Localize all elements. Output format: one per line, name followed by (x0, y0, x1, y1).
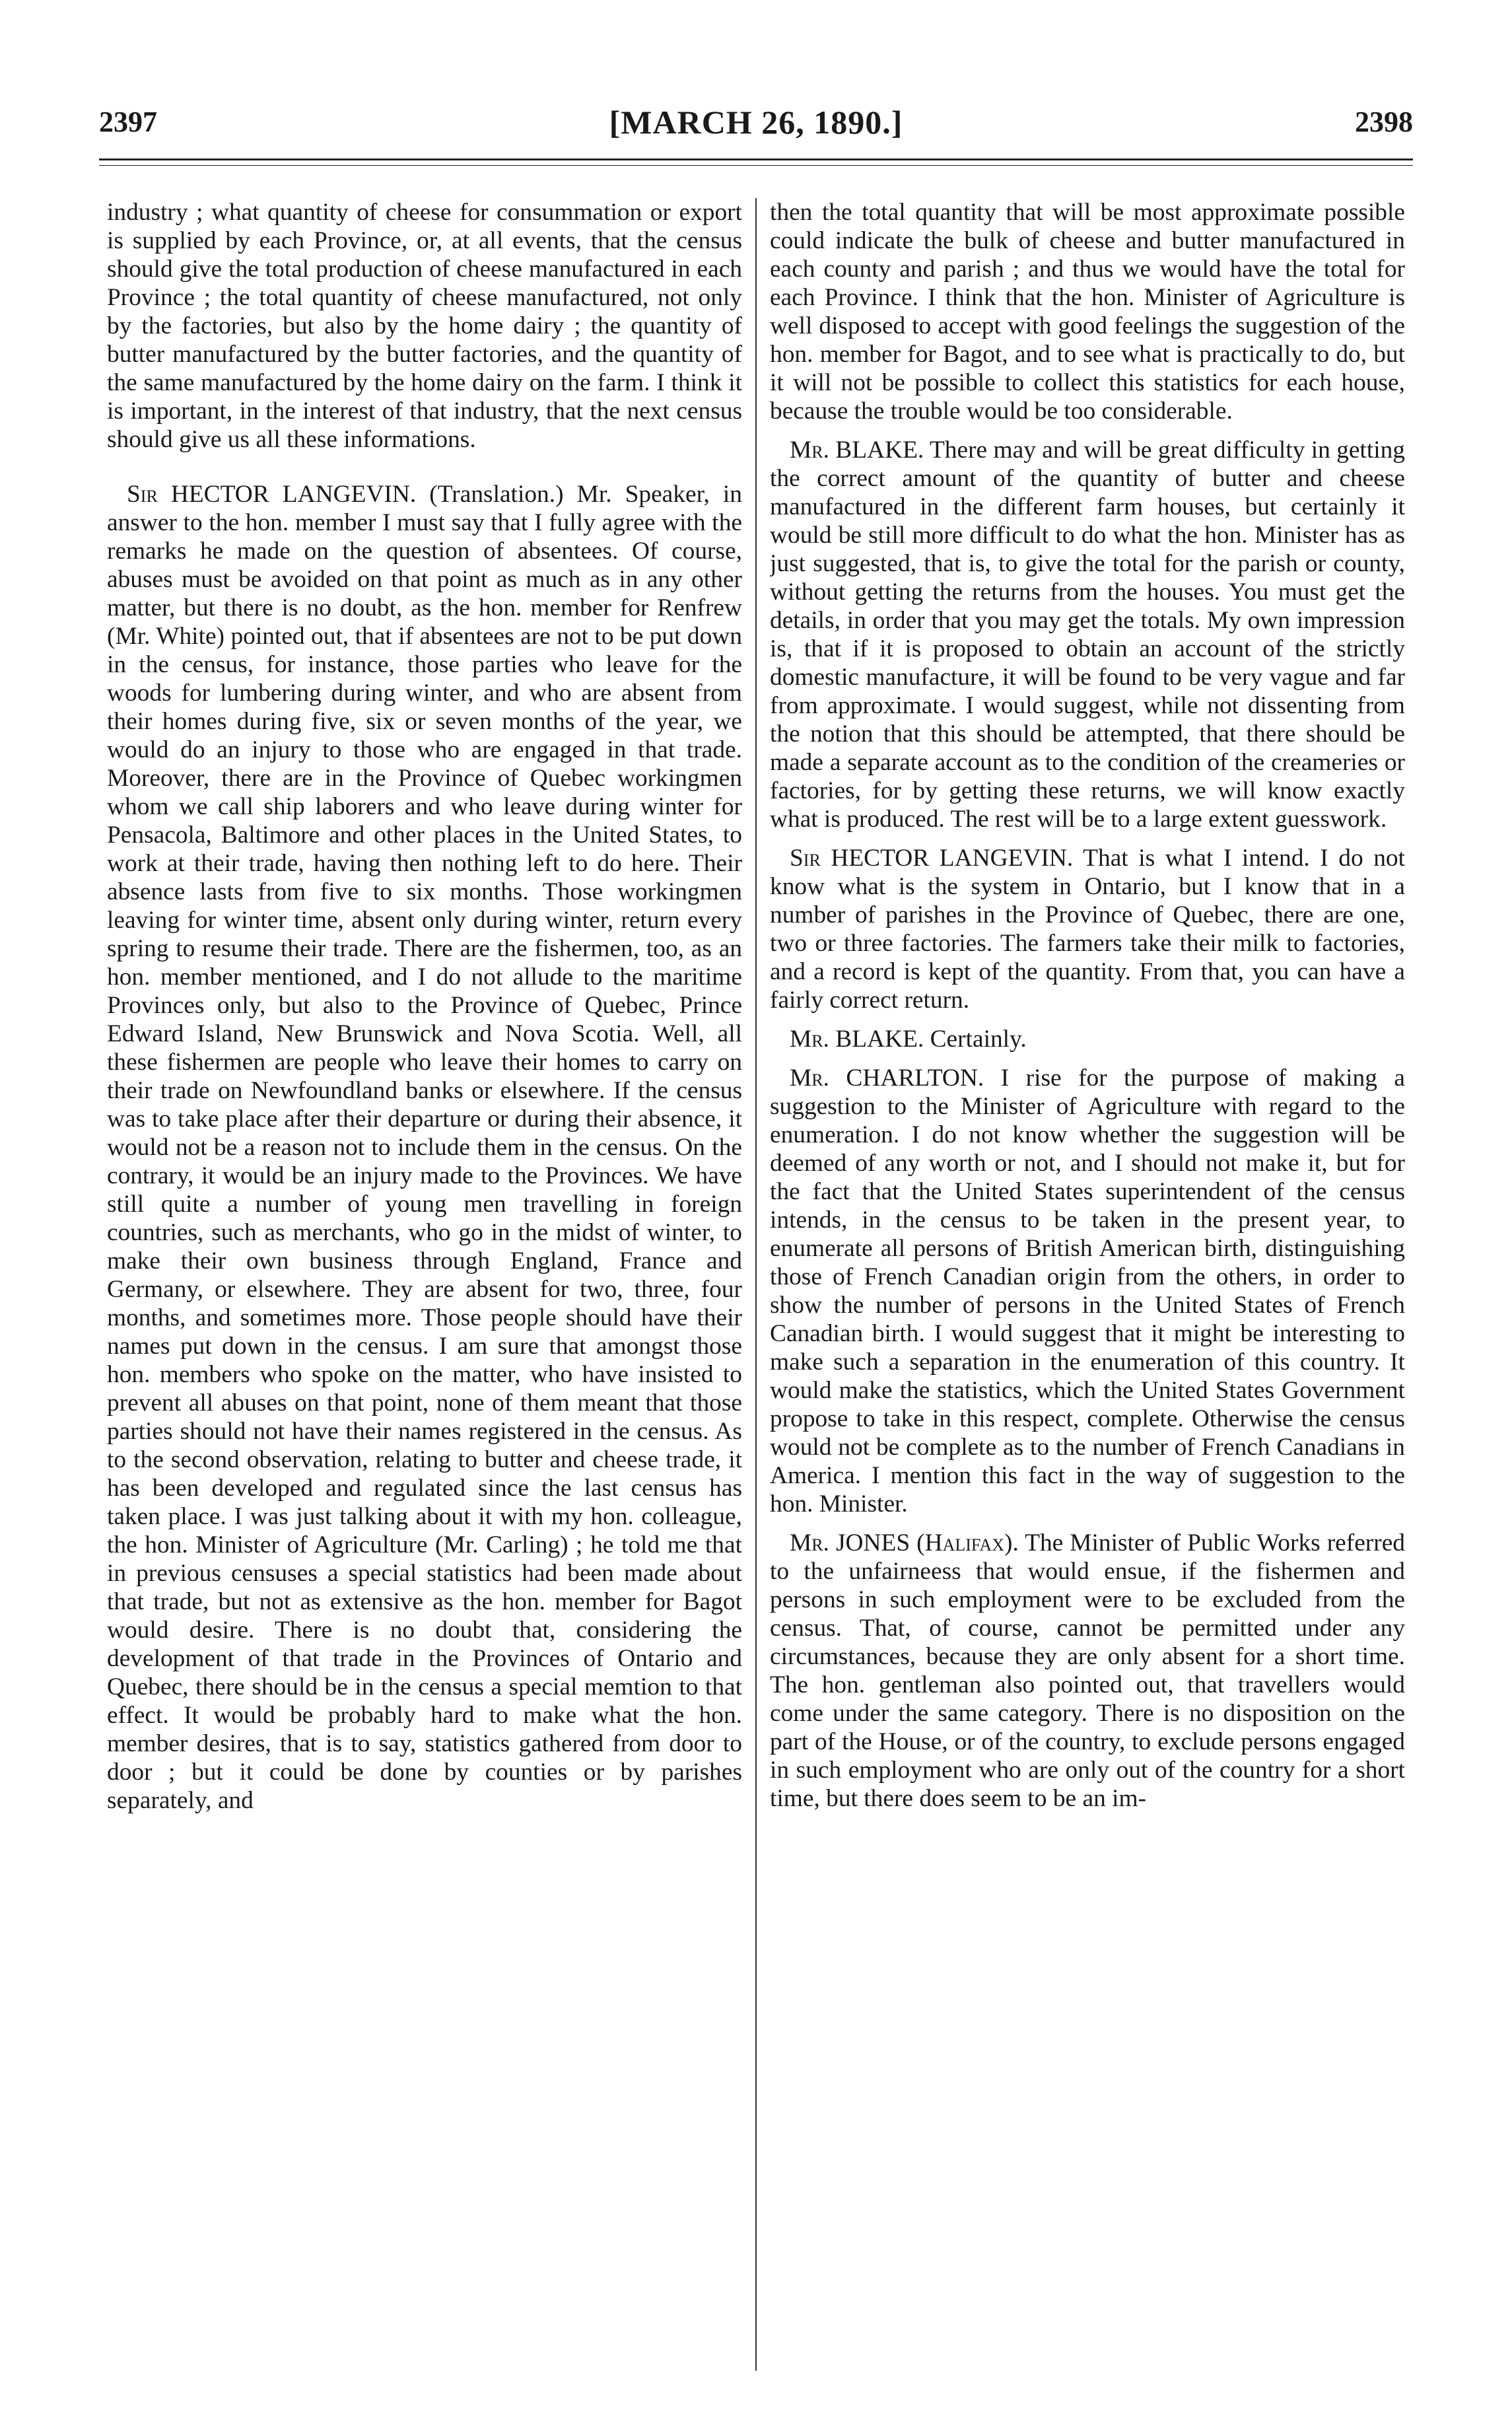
speech-text: Certainly. (924, 1026, 1027, 1053)
speech-text: I rise for the purpose of making a suggestion to the Minister of Agriculture with regard to the enumeration. I do not know whether the suggestion will be deemed of any worth or not, and I should not make it, but for the fact that the United States superintendent of the census intends, in the census to be taken in the present year, to enumerate all persons of British American birth, distinguishing those of French Canadian origin from the others, in order to show the number of persons in the United States of French Canadian birth. I would suggest that it might be interesting to make such a separation in the enumeration of this country. It would make the statistics, which the United States Government propose to take in this respect, complete. Otherwise the census would not be complete as to the number of French Canadians in America. I mention this fact in the way of suggestion to the hon. Minister. (770, 1065, 1405, 1518)
paragraph-continuation: industry ; what quantity of cheese for consummation or export is supplied by each Province, or, at all events, that the census should give the total production of cheese manufactured in each Province ; the total quantity of cheese manufactured, not only by the factories, but also by the home dairy ; the quantity of butter manufactured by the butter factories, and the quantity of the same manufactured by the home dairy on the farm. I think it is important, in the interest of that industry, that the next census should give us all these informations. (107, 199, 742, 453)
paragraph-blake-1 (770, 436, 1405, 833)
speaker-name: Sir HECTOR LANGEVIN. (790, 845, 1074, 872)
speech-text: (Translation.) Mr. Speaker, in answer to the hon. member I must say that I fully agree with the remarks he made on the question of absentees. Of course, abuses must be avoided on that point as much as in any other matter, but there is no doubt, as the hon. member for Renfrew (Mr. White) pointed out, that if absentees are not to be put down in the census, for instance, those parties who leave for the woods for lumbering during winter, and who are absent from their homes during five, six or seven months of the year, we would do an injury to those who are engaged in that trade. Moreover, there are in the Province of Quebec workingmen whom we call ship laborers and who leave during winter for Pensacola, Baltimore and other places in the United States, to work at their trade, having then nothing left to do here. Their absence lasts from five to six months. Those workingmen leaving for winter time, absent only during winter, return every spring to resume their trade. There are the fishermen, too, as an hon. member mentioned, and I do not allude to the maritime Provinces only, but also to the Province of Quebec, Prince Edward Island, New Brunswick and Nova Scotia. Well, all these fishermen are people who leave their homes to carry on their trade on Newfoundland banks or elsewhere. If the census was to take place after their departure or during their absence, it would not be a reason not to include them in the census. On the contrary, it would be an injury made to the Provinces. We have still quite a number of young men travelling in foreign countries, such as merchants, who go in the midst of winter, to make their own business through England, France and Germany, or elsewhere. They are absent for two, three, four months, and sometimes more. Those people should have their names put down in the census. I am sure that amongst those hon. members who spoke on the matter, who have insisted to prevent all abuses on that point, none of them meant that those parties should not have their names registered in the census. As to the second observation, relating to butter and cheese trade, it has been developed and regulated since the last census has taken place. I was just talking about it with my hon. colleague, the hon. Minister of Agriculture (Mr. Carling) ; he told me that in previous censuses a special statistics had been made about that trade, but not as extensive as the hon. member for Bagot would desire. There is no doubt that, considering the development of that trade in the Provinces of Ontario and Quebec, there should be in the census a special memtion to that effect. It would be probably hard to make what the hon. member desires, that is to say, statistics gathered from door to door ; but it could be done by counties or by parishes separately, and (107, 481, 742, 1814)
page-number-right: 2398 (1355, 106, 1413, 138)
paragraph-jones (770, 1529, 1405, 1813)
speaker-name: Sir HECTOR LANGEVIN. (127, 481, 417, 508)
header-rule-thick (99, 158, 1413, 160)
page-header (99, 99, 1413, 145)
page-number-left: 2397 (99, 106, 157, 138)
speaker-name: Mr. BLAKE. (790, 437, 924, 464)
header-rule-thin (99, 165, 1413, 166)
paragraph-blake-2 (770, 1025, 1405, 1053)
paragraph-continuation-right: then the total quantity that will be most approximate possible could indicate the bulk of cheese and butter manufactured in each county and parish ; and thus we would have the total for each Province. I think that the hon. Minister of Agriculture is well disposed to accept with good feelings the suggestion of the hon. member for Bagot, and to see what is practically to do, but it will not be possible to collect this statistics for each house, because the trouble would be too considerable. (770, 199, 1405, 425)
paragraph-charlton (770, 1064, 1405, 1518)
running-head-date: [MARCH 26, 1890.] (609, 104, 903, 141)
speech-text: There may and will be great difficulty in getting the correct amount of the quantity of butter and cheese manufactured in the different farm houses, but certainly it would be still more difficult to do what the hon. Minister has as just suggested, that is, to give the total for the parish or county, without getting the returns from the houses. You must get the details, in order that you may get the totals. My own impression is, that if it is proposed to obtain an account of the strictly domestic manufacture, it will be found to be very vague and far from approximate. I would suggest, while not dissenting from the notion that this should be attempted, that there should be made a separate account as to the condition of the creameries or factories, for by getting these returns, we will know exactly what is produced. The rest will be to a large extent guesswork. (770, 437, 1405, 833)
paragraph-langevin-2 (770, 844, 1405, 1014)
column-divider (755, 198, 757, 2371)
speaker-name: Mr. BLAKE. (790, 1026, 924, 1053)
speech-text: That is what I intend. I do not know what is the system in Ontario, but I know that in a number of parishes in the Province of Quebec, there are one, two or three factories. The farmers take their milk to factories, and a record is kept of the quantity. From that, you can have a fairly correct return. (770, 845, 1405, 1014)
paragraph-langevin-translation (107, 480, 742, 1815)
speaker-name: Mr. CHARLTON. (790, 1065, 984, 1092)
speech-text: The Minister of Public Works referred to the unfairneess that would ensue, if the fishermen and persons in such employment were to be excluded from the census. That, of course, cannot be permitted under any circumstances, because they are only absent for a short time. The hon. gentleman also pointed out, that travellers would come under the same category. There is no disposition on the part of the House, or of the country, to exclude persons engaged in such employment who are only out of the country for a short time, but there does seem to be an im- (770, 1529, 1405, 1812)
left-column (107, 198, 742, 2364)
speaker-name: Mr. JONES (Halifax). (790, 1529, 1019, 1556)
right-column (770, 198, 1405, 2364)
